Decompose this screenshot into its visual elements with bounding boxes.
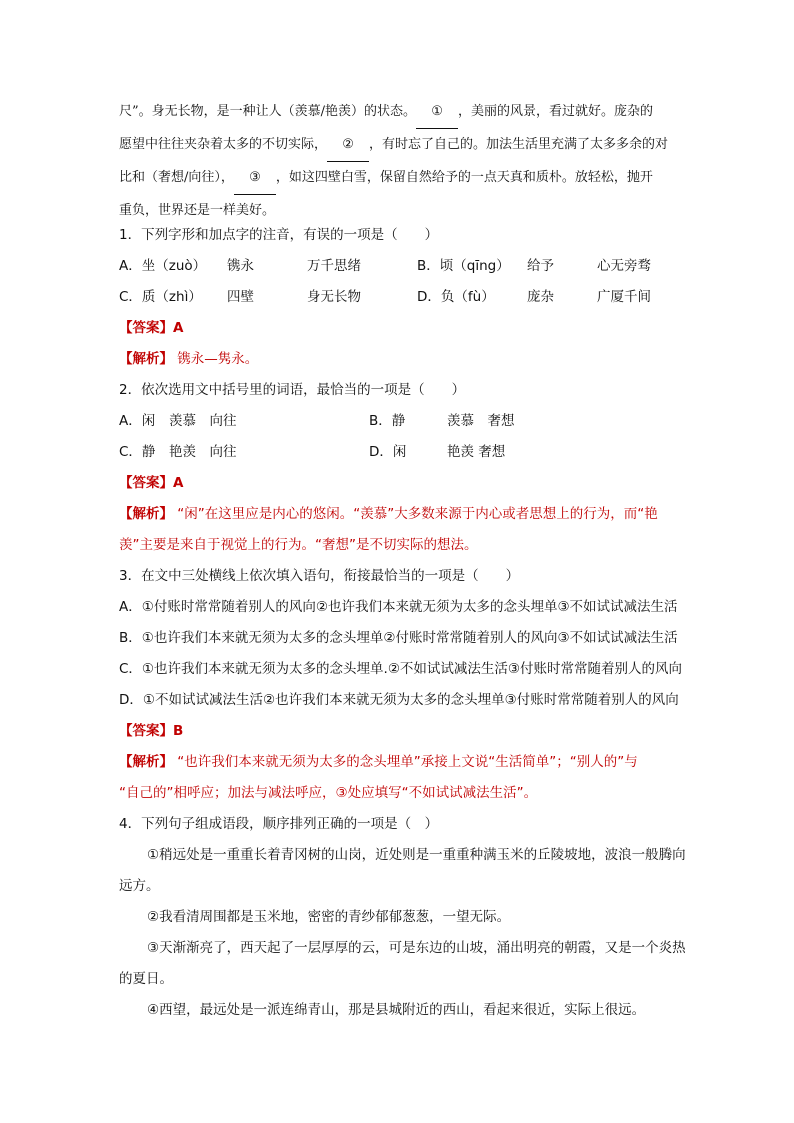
passage-line: 尺”。身无长物，是一种让人（羡慕/艳羡）的状态。 ① ，美丽的风景，看过就好。庞杂的 <box>119 96 711 129</box>
sentence-3-continued: 的夏日。 <box>119 971 173 987</box>
question-2-stem: 2．依次选用文中括号里的词语，最恰当的一项是（ ） <box>119 382 466 398</box>
question-1-answer: 【答案】A <box>119 320 184 336</box>
question-2-analysis-line-1: 【解析】 “闲”在这里应是内心的悠闲。“羡慕”大多数来源于内心或者思想上的行为，而“艳 <box>119 506 658 522</box>
sentence-4: ④西望，最远处是一派连绵青山，那是县城附近的西山，看起来很近，实际上很远。 <box>147 1002 646 1018</box>
question-4-stem: 4．下列句子组成语段，顺序排列正确的一项是（ ） <box>119 816 439 832</box>
option-d-label: D．负（fù） <box>417 289 495 305</box>
option-c-label: C．质（zhì） <box>119 289 202 305</box>
blank-3: ③ <box>234 162 276 195</box>
question-1-options-row-2 <box>119 282 719 313</box>
question-3-analysis-line-1: 【解析】 “也许我们本来就无须为太多的念头埋单”承接上文说“生活简单”；“别人的”与 <box>119 754 638 770</box>
question-3-option-a: A．①付账时常常随着别人的风向②也许我们本来就无须为太多的念头埋单③不如试试减法生活 <box>119 599 678 615</box>
question-2-options-row-1 <box>119 406 719 437</box>
question-1-options-row-1 <box>119 251 719 282</box>
passage-line: 比和（奢想/向往）， ③ ，如这四壁白雪，保留自然给予的一点天真和质朴。放轻松，抛开 <box>119 162 711 195</box>
blank-2: ② <box>327 129 369 162</box>
option-d-word-1: 庞杂 <box>527 289 554 305</box>
question-3-analysis-line-2: “自己的”相呼应；加法与减法呼应，③处应填写“不如试试减法生活”。 <box>119 785 538 801</box>
option-b-label: B．顷（qīng） <box>417 258 510 274</box>
question-2-answer: 【答案】A <box>119 475 184 491</box>
sentence-2: ②我看清周围都是玉米地，密密的青纱郁郁葱葱，一望无际。 <box>147 909 511 925</box>
option-a-word-2: 万千思绪 <box>307 258 361 274</box>
sentence-1-continued: 远方。 <box>119 878 160 894</box>
option-b-label: B．静 <box>369 413 406 429</box>
option-b-word-2: 心无旁骛 <box>597 258 651 274</box>
option-a-label: A．闲 <box>119 413 156 429</box>
sentence-1: ①稍远处是一重重长着青冈树的山岗，近处则是一重重种满玉米的丘陵坡地，波浪一般腾向 <box>147 847 686 863</box>
question-3-option-c: C．①也许我们本来就无须为太多的念头埋单.②不如试试减法生活③付账时常常随着别人的风向 <box>119 661 683 677</box>
question-3-stem: 3．在文中三处横线上依次填入语句，衔接最恰当的一项是（ ） <box>119 568 520 584</box>
option-c-word-1: 四壁 <box>227 289 254 305</box>
option-d-word-2: 广厦千间 <box>597 289 651 305</box>
option-c-words: 艳羡 向往 <box>169 444 237 460</box>
passage-line: 愿望中往往夹杂着太多的不切实际， ② ，有时忘了自己的。加法生活里充满了太多多余的对 <box>119 129 711 162</box>
option-b-words: 羡慕 奢想 <box>447 413 515 429</box>
question-3-option-d: D．①不如试试减法生活②也许我们本来就无须为太多的念头埋单③付账时常常随着别人的风向 <box>119 692 679 708</box>
question-3-option-b: B．①也许我们本来就无须为太多的念头埋单②付账时常常随着别人的风向③不如试试减法生活 <box>119 630 678 646</box>
option-a-word-1: 镌永 <box>227 258 254 274</box>
passage-excerpt <box>119 96 711 227</box>
option-a-label: A．坐（zuò） <box>119 258 207 274</box>
question-1-stem: 1．下列字形和加点字的注音，有误的一项是（ ） <box>119 227 439 243</box>
question-2-analysis-line-2: 羡”主要是来自于视觉上的行为。“奢想”是不切实际的想法。 <box>119 537 478 553</box>
option-a-words: 羡慕 向往 <box>169 413 237 429</box>
passage-line: 重负，世界还是一样美好。 <box>119 203 276 218</box>
question-1-analysis: 【解析】 镌永—隽永。 <box>119 351 259 367</box>
option-d-words: 艳羡 奢想 <box>447 444 506 460</box>
option-c-word-2: 身无长物 <box>307 289 361 305</box>
option-b-word-1: 给予 <box>527 258 554 274</box>
option-d-label: D．闲 <box>369 444 407 460</box>
question-3-answer: 【答案】B <box>119 723 184 739</box>
question-2-options-row-2 <box>119 437 719 468</box>
questions <box>119 220 719 1026</box>
sentence-3: ③天渐渐亮了，西天起了一层厚厚的云，可是东边的山坡，涌出明亮的朝霞，又是一个炎热 <box>147 940 686 956</box>
blank-1: ① <box>416 96 458 129</box>
option-c-label: C．静 <box>119 444 156 460</box>
